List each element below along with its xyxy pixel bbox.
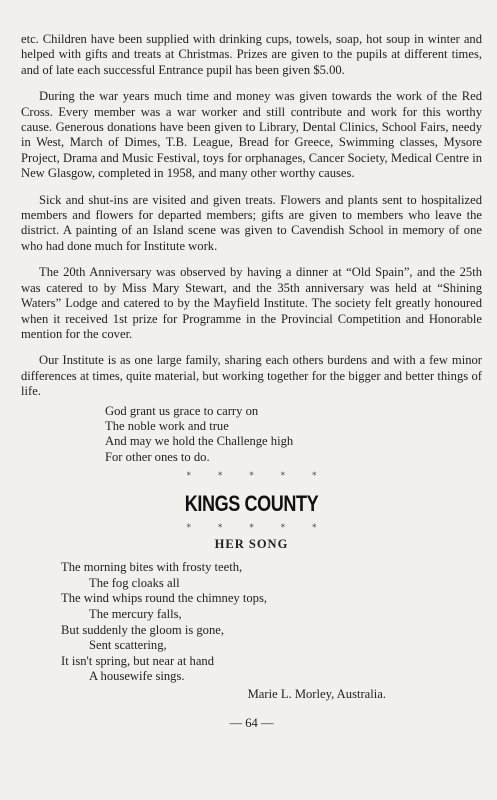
paragraph-2: During the war years much time and money was given towards the work of the Red Cross. Every member was a war worker and still contribute and work for this worthy cause. Generous donations have been given to Library, Dental Clinics, School Fairs, needy in West, March of Dimes, T.B. League, Bread for Greece, Swimming classes, Mysore Project, Drama and Music Festival, toys for orphanages, Cancer Society, Medical Centre in New Glasgow, completed in 1958, and many other worthy causes.	[21, 89, 482, 181]
separator-stars: * * * * *	[186, 471, 329, 482]
paragraph-5: Our Institute is as one large family, sharing each others burdens and with a few minor differences at times, quite material, but working together for the bigger and better things of life.	[21, 353, 482, 399]
verse-line: And may we hold the Challenge high	[105, 434, 294, 449]
verse-line: For other ones to do.	[105, 449, 210, 464]
verse	[105, 404, 482, 466]
poem-line: It isn't spring, but near at hand	[61, 653, 215, 668]
paragraph-1: etc. Children have been supplied with drinking cups, towels, soap, hot soup in winter and helped with gifts and treats at Christmas. Prizes are given to the pupils at different times, and of late each successful Entrance pupil has been given $5.00.	[21, 32, 482, 77]
poem-line: The morning bites with frosty teeth,	[61, 560, 243, 575]
section-heading: KINGS COUNTY	[184, 491, 319, 517]
poem-line: The fog cloaks all	[89, 575, 180, 590]
separator-stars: * * * * *	[186, 523, 329, 534]
song-title: HER SONG	[214, 537, 289, 552]
poem	[61, 560, 482, 685]
poem-line: But suddenly the gloom is gone,	[61, 622, 225, 637]
poem-line: Sent scattering,	[89, 638, 167, 653]
poem-line: A housewife sings.	[89, 669, 185, 684]
paragraph-4: The 20th Anniversary was observed by having a dinner at “Old Spain”, and the 25th was catered to by Miss Mary Stewart, and the 35th anniversary was held at “Shining Waters” Lodge and catered to by the Mayfield Institute. The society felt greatly honoured when it received 1st prize for Programme in the Provincial Competition and Honorable mention for the cover.	[21, 265, 482, 341]
verse-line: The noble work and true	[105, 418, 229, 433]
verse-line: God grant us grace to carry on	[105, 403, 259, 418]
poem-line: The mercury falls,	[89, 606, 182, 621]
poem-line: The wind whips round the chimney tops,	[61, 591, 268, 606]
poem-author: Marie L. Morley, Australia.	[247, 686, 386, 701]
page-number: — 64 —	[229, 716, 274, 731]
paragraph-3: Sick and shut-ins are visited and given treats. Flowers and plants sent to hospitalized members and flowers for departed members; gifts are given to members who leave the district. A painting of an Island scene was given to Cavendish School in memory of one who had done much for Institute work.	[21, 192, 482, 253]
page-content	[21, 32, 482, 731]
